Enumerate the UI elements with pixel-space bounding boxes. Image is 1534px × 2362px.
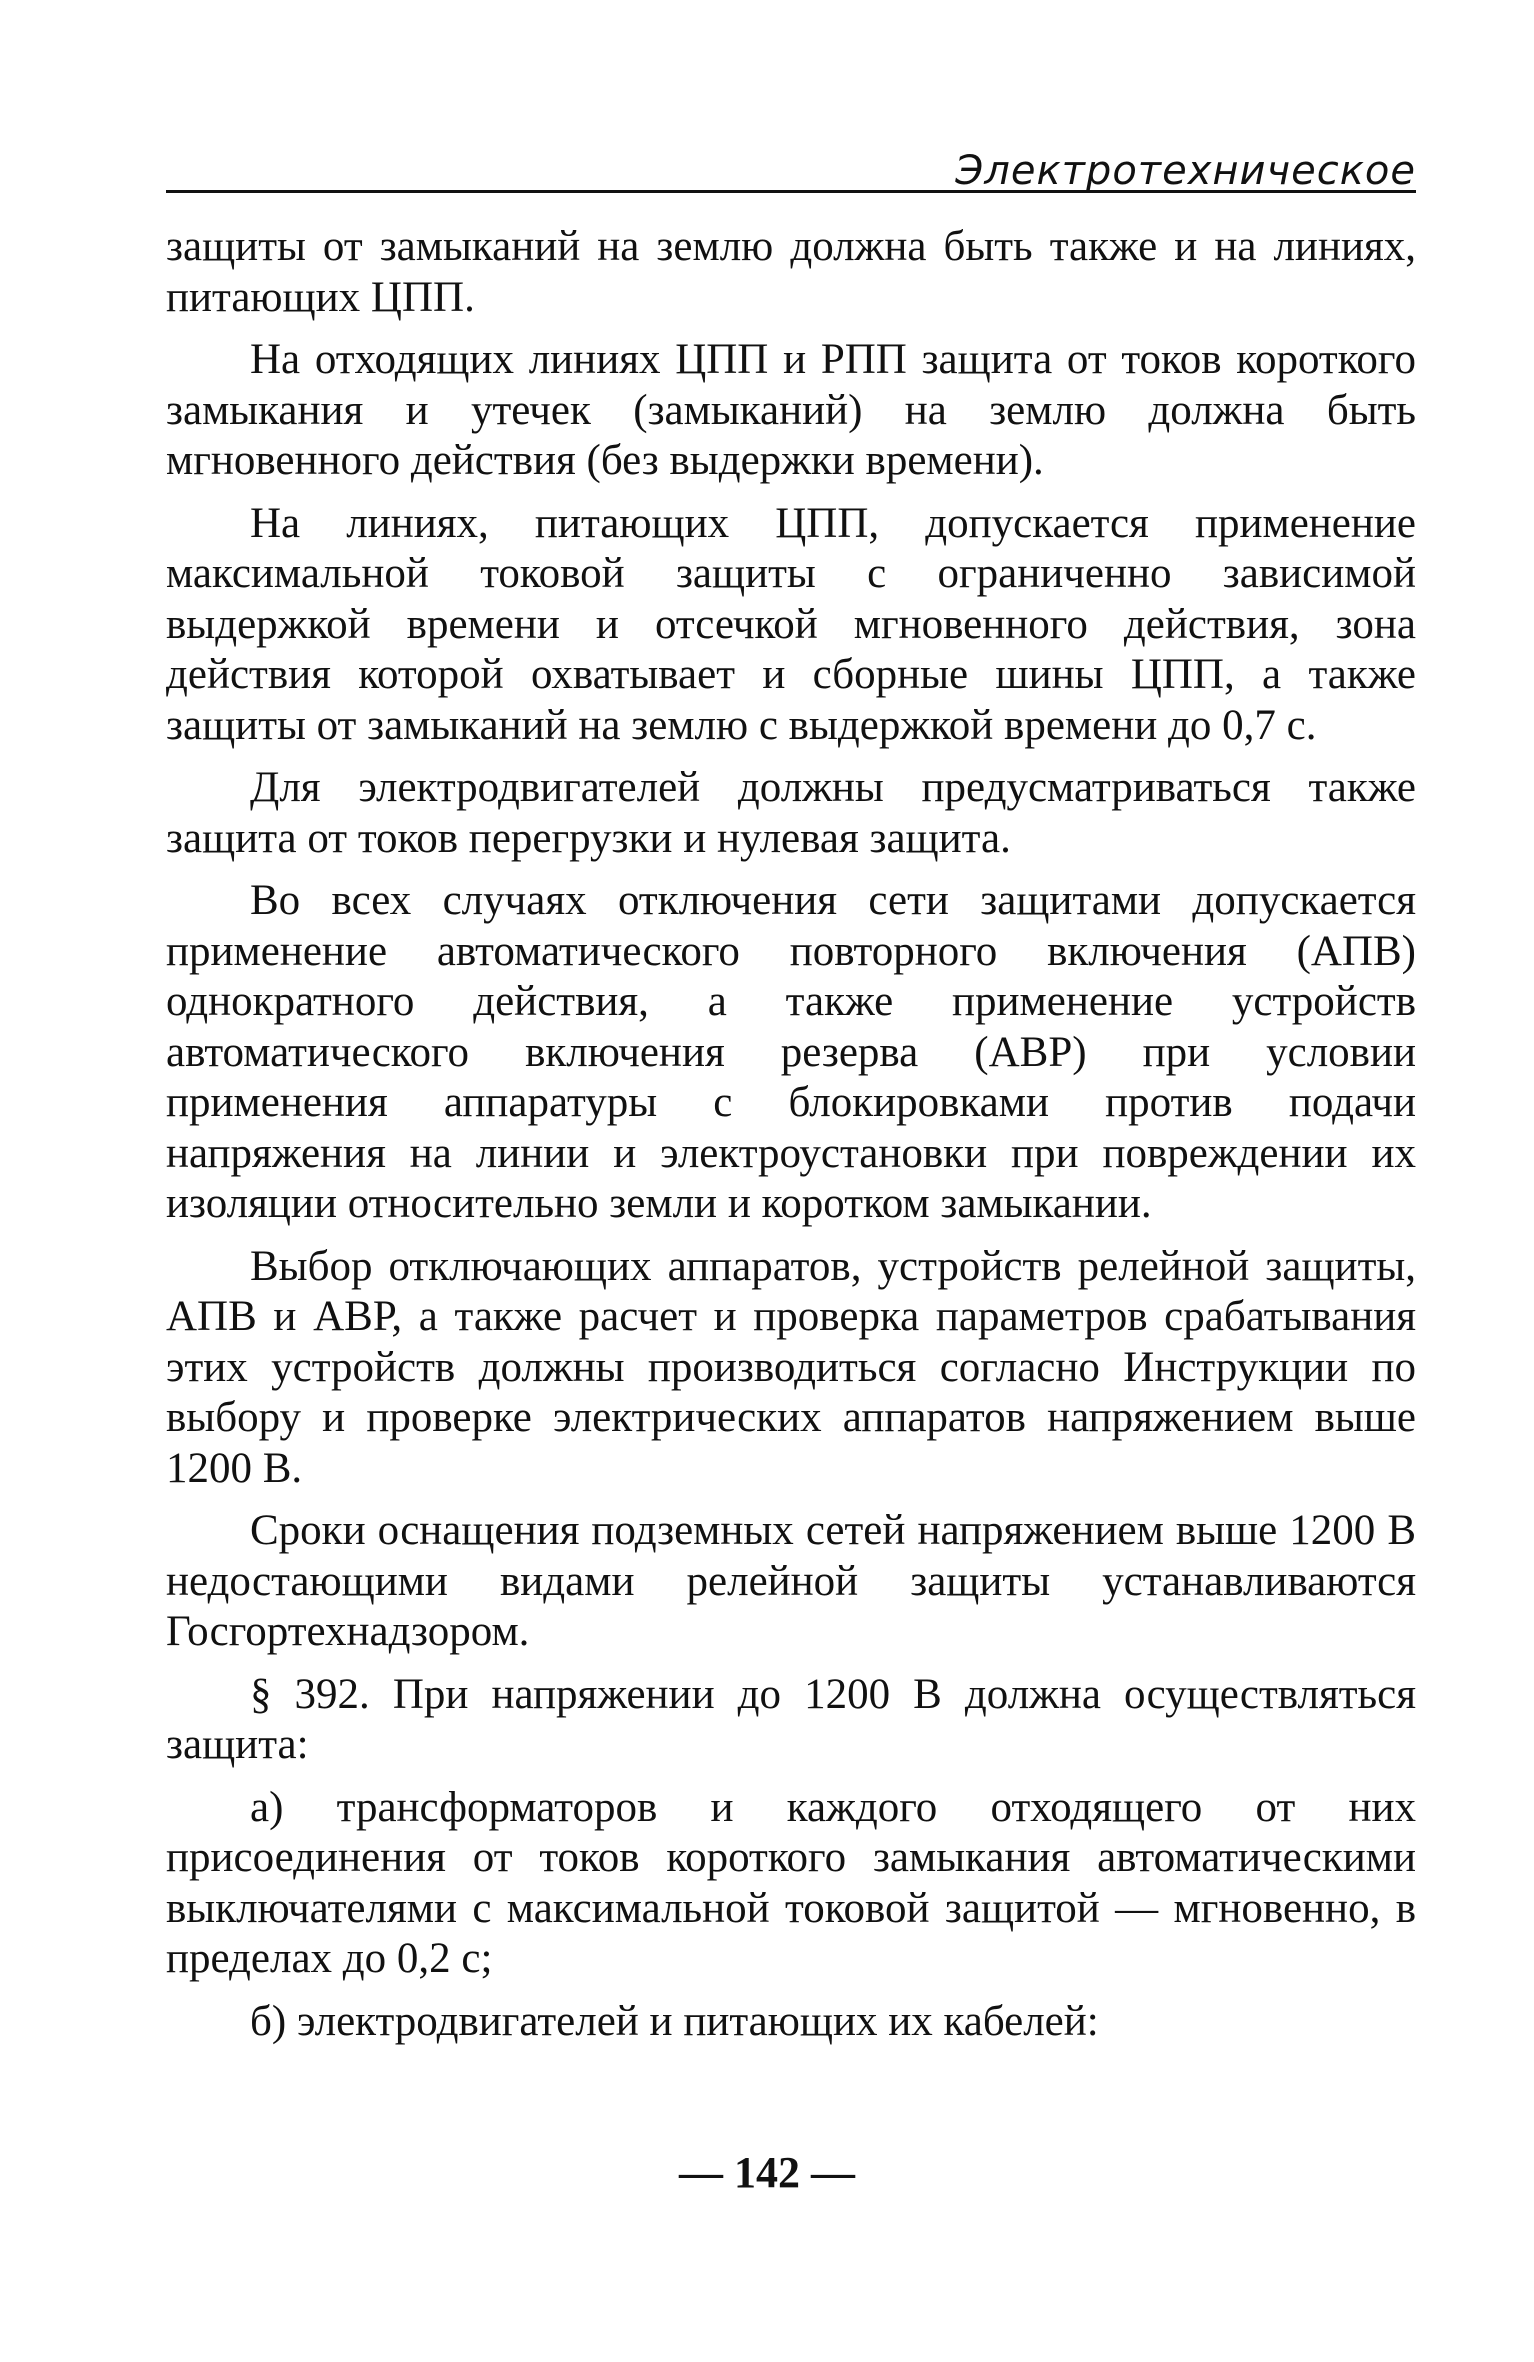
running-header-title: Электротехническое (955, 148, 1416, 194)
page-number: — 142 — (679, 2148, 855, 2197)
paragraph: На отходящих линиях ЦПП и РПП защита от токов короткого замыкания и утечек (замыканий) на землю должна быть мгновенного действия (без выдержки времени). (166, 336, 1416, 484)
page-body (166, 222, 1416, 2059)
paragraph: На линиях, питающих ЦПП, допускается применение максимальной токовой защиты с ограниченно зависимой выдержкой времени и отсечкой мгновенного действия, зона действия которой охватывает и сборные шины ЦПП, а также защиты от замыканий на землю с выдержкой времени до 0,7 с. (166, 499, 1416, 749)
paragraph-continuation: защиты от замыканий на землю должна быть также и на линиях, питающих ЦПП. (166, 223, 1416, 321)
header-rule (166, 190, 1416, 193)
section-paragraph: § 392. При напряжении до 1200 В должна осуществляться защита: (166, 1670, 1416, 1768)
running-header (166, 150, 1416, 192)
list-item: а) трансформаторов и каждого отходящего от них присоединения от токов короткого замыкания автоматическими выключателями с максимальной токовой защитой — мгновенно, в пределах до 0,2 с; (166, 1783, 1416, 1982)
paragraph: Во всех случаях отключения сети защитами допускается применение автоматического повторного включения (АПВ) однократного действия, а также применение устройств автоматического включения резерва (АВР) при условии применения аппаратуры с блокировками против подачи напряжения на линии и электроустановки при повреждении их изоляции относительно земли и коротком замыкании. (166, 877, 1416, 1227)
list-item: б) электродвигателей и питающих их кабелей: (250, 1997, 1099, 2045)
paragraph: Сроки оснащения подземных сетей напряжением выше 1200 В недостающими видами релейной защиты устанавливаются Госгортехнадзором. (166, 1507, 1416, 1655)
paragraph: Для электродвигателей должны предусматриваться также защита от токов перегрузки и нулевая защита. (166, 764, 1416, 862)
paragraph: Выбор отключающих аппаратов, устройств релейной защиты, АПВ и АВР, а также расчет и проверка параметров срабатывания этих устройств должны производиться согласно Инструкции по выбору и проверке электрических аппаратов напряжением выше 1200 В. (166, 1242, 1416, 1492)
